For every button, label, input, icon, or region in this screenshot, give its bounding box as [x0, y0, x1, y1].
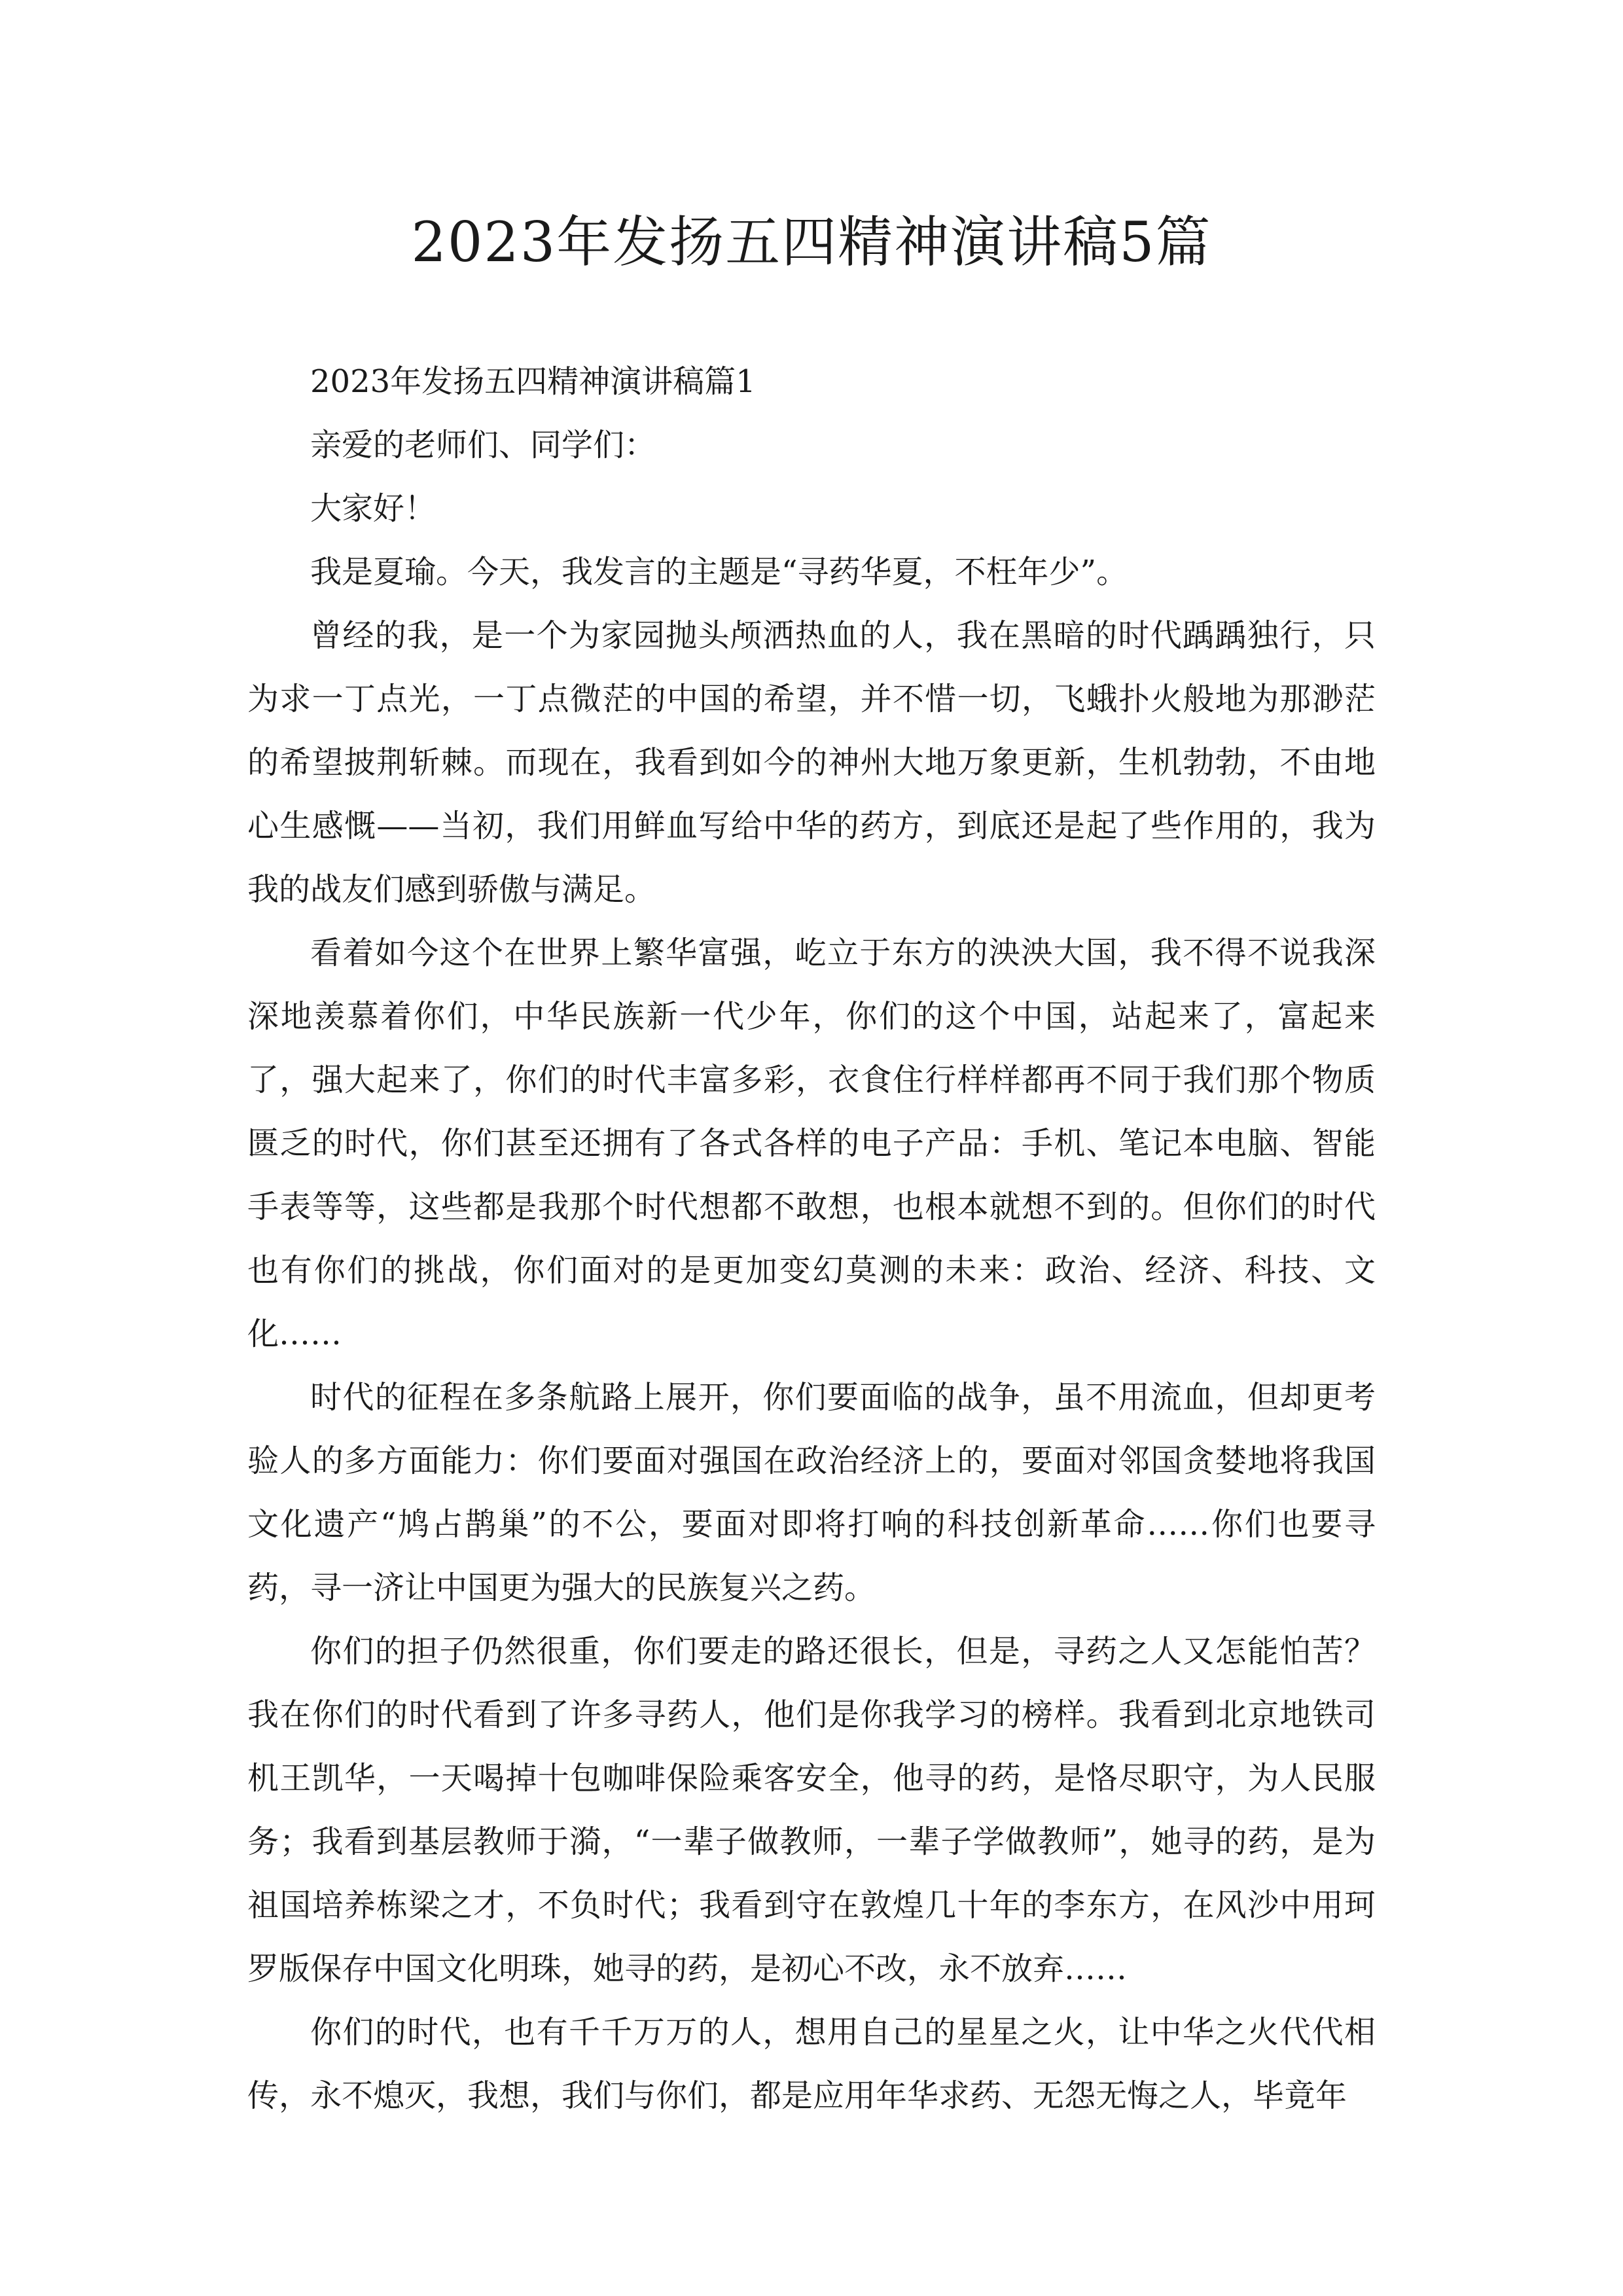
document-title: 2023年发扬五四精神演讲稿5篇 [411, 210, 1212, 274]
body-paragraph: 我是夏瑜。今天，我发言的主题是“寻药华夏，不枉年少”。 [310, 554, 1128, 590]
body-paragraph: 你们的时代，也有千千万万的人，想用自己的星星之火，让中华之火代代相传，永不熄灭，我想，我们与你们，都是应用年华求药、无怨无悔之人，毕竟年 [247, 2014, 1376, 2114]
body-paragraph: 曾经的我，是一个为家园抛头颅洒热血的人，我在黑暗的时代踽踽独行，只为求一丁点光，一丁点微茫的中国的希望，并不惜一切，飞蛾扑火般地为那渺茫的希望披荆斩棘。而现在，我看到如今的神州大地万象更新，生机勃勃，不由地心生感慨——当初，我们用鲜血写给中华的药方，到底还是起了些作用的，我为我的战友们感到骄傲与满足。 [247, 617, 1376, 908]
document-body [247, 350, 1376, 2128]
body-paragraph: 时代的征程在多条航路上展开，你们要面临的战争，虽不用流血，但却更考验人的多方面能力：你们要面对强国在政治经济上的，要面对邻国贪婪地将我国文化遗产“鸠占鹊巢”的不公，要面对即将打响的科技创新革命……你们也要寻药，寻一济让中国更为强大的民族复兴之药。 [247, 1379, 1376, 1606]
body-paragraph: 你们的担子仍然很重，你们要走的路还很长，但是，寻药之人又怎能怕苦？我在你们的时代看到了许多寻药人，他们是你我学习的榜样。我看到北京地铁司机王凯华，一天喝掉十包咖啡保险乘客安全，他寻的药，是恪尽职守，为人民服务；我看到基层教师于漪，“一辈子做教师，一辈子学做教师”，她寻的药，是为祖国培养栋梁之才，不负时代；我看到守在敦煌几十年的李东方，在风沙中用珂罗版保存中国文化明珠，她寻的药，是初心不改，永不放弃…… [247, 1633, 1376, 1987]
section-heading: 2023年发扬五四精神演讲稿篇1 [310, 363, 756, 400]
salutation: 亲爱的老师们、同学们： [310, 427, 656, 463]
body-paragraph: 看着如今这个在世界上繁华富强，屹立于东方的泱泱大国，我不得不说我深深地羡慕着你们，中华民族新一代少年，你们的这个中国，站起来了，富起来了，强大起来了，你们的时代丰富多彩，衣食住行样样都再不同于我们那个物质匮乏的时代，你们甚至还拥有了各式各样的电子产品：手机、笔记本电脑、智能手表等等，这些都是我那个时代想都不敢想，也根本就想不到的。但你们的时代也有你们的挑战，你们面对的是更加变幻莫测的未来：政治、经济、科技、文化…… [247, 935, 1376, 1352]
greeting: 大家好！ [310, 490, 437, 527]
